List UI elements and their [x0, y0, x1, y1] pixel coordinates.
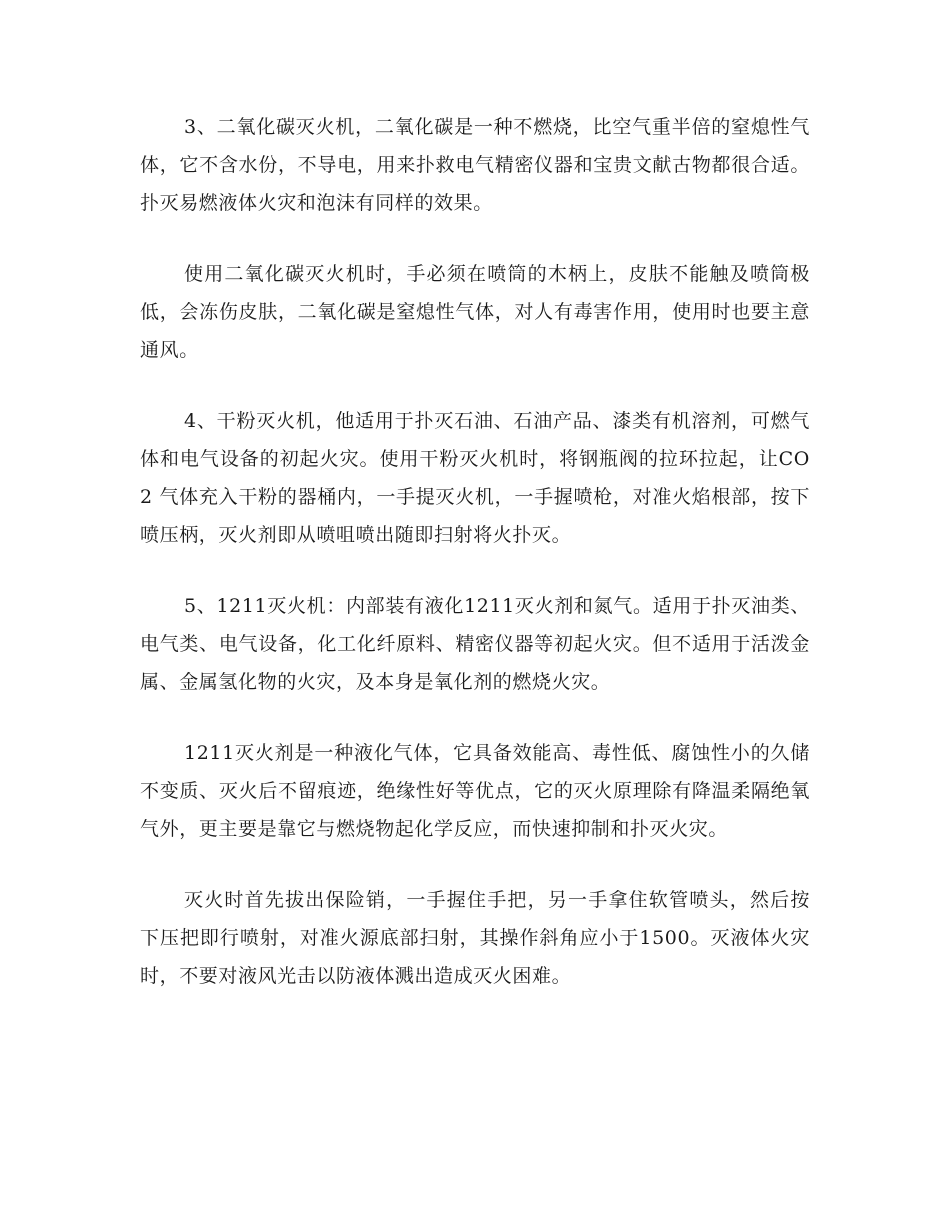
paragraph-operation: 灭火时首先拔出保险销，一手握住手把，另一手拿住软管喷头，然后按下压把即行喷射，对准火源底部扫射，其操作斜角应小于1500。灭液体火灾时，不要对液风光击以防液体溅出造成灭火困难。 [140, 889, 810, 987]
paragraph-1211-agent: 1211灭火剂是一种液化气体，它具备效能高、毒性低、腐蚀性小的久储不变质、灭火后不留痕迹，绝缘性好等优点，它的灭火原理除有降温柔隔绝氧气外，更主要是靠它与燃烧物起化学反应，而快速抑制和扑灭火灾。 [140, 742, 810, 840]
paragraph-co2-extinguisher: 3、二氧化碳灭火机，二氧化碳是一种不燃烧，比空气重半倍的窒熄性气体，它不含水份，不导电，用来扑救电气精密仪器和宝贵文献古物都很合适。扑灭易燃液体火灾和泡沫有同样的效果。 [140, 116, 810, 214]
paragraph-1211-extinguisher: 5、1211灭火机：内部装有液化1211灭火剂和氮气。适用于扑灭油类、电气类、电气设备，化工化纤原料、精密仪器等初起火灾。但不适用于活泼金属、金属氢化物的火灾，及本身是氧化剂的燃烧火灾。 [140, 595, 810, 693]
document-body [140, 108, 810, 1028]
paragraph-dry-powder-extinguisher: 4、干粉灭火机，他适用于扑灭石油、石油产品、漆类有机溶剂，可燃气体和电气设备的初起火灾。使用干粉灭火机时，将钢瓶阀的拉环拉起，让CO2 气体充入干粉的器桶内，一手提灭火机，一手握喷枪，对准火焰根部，按下喷压柄，灭火剂即从喷咀喷出随即扫射将火扑灭。 [140, 410, 810, 546]
paragraph-co2-usage: 使用二氧化碳灭火机时，手必须在喷筒的木柄上，皮肤不能触及喷筒极低，会冻伤皮肤，二氧化碳是窒熄性气体，对人有毒害作用，使用时也要主意通风。 [140, 263, 810, 361]
